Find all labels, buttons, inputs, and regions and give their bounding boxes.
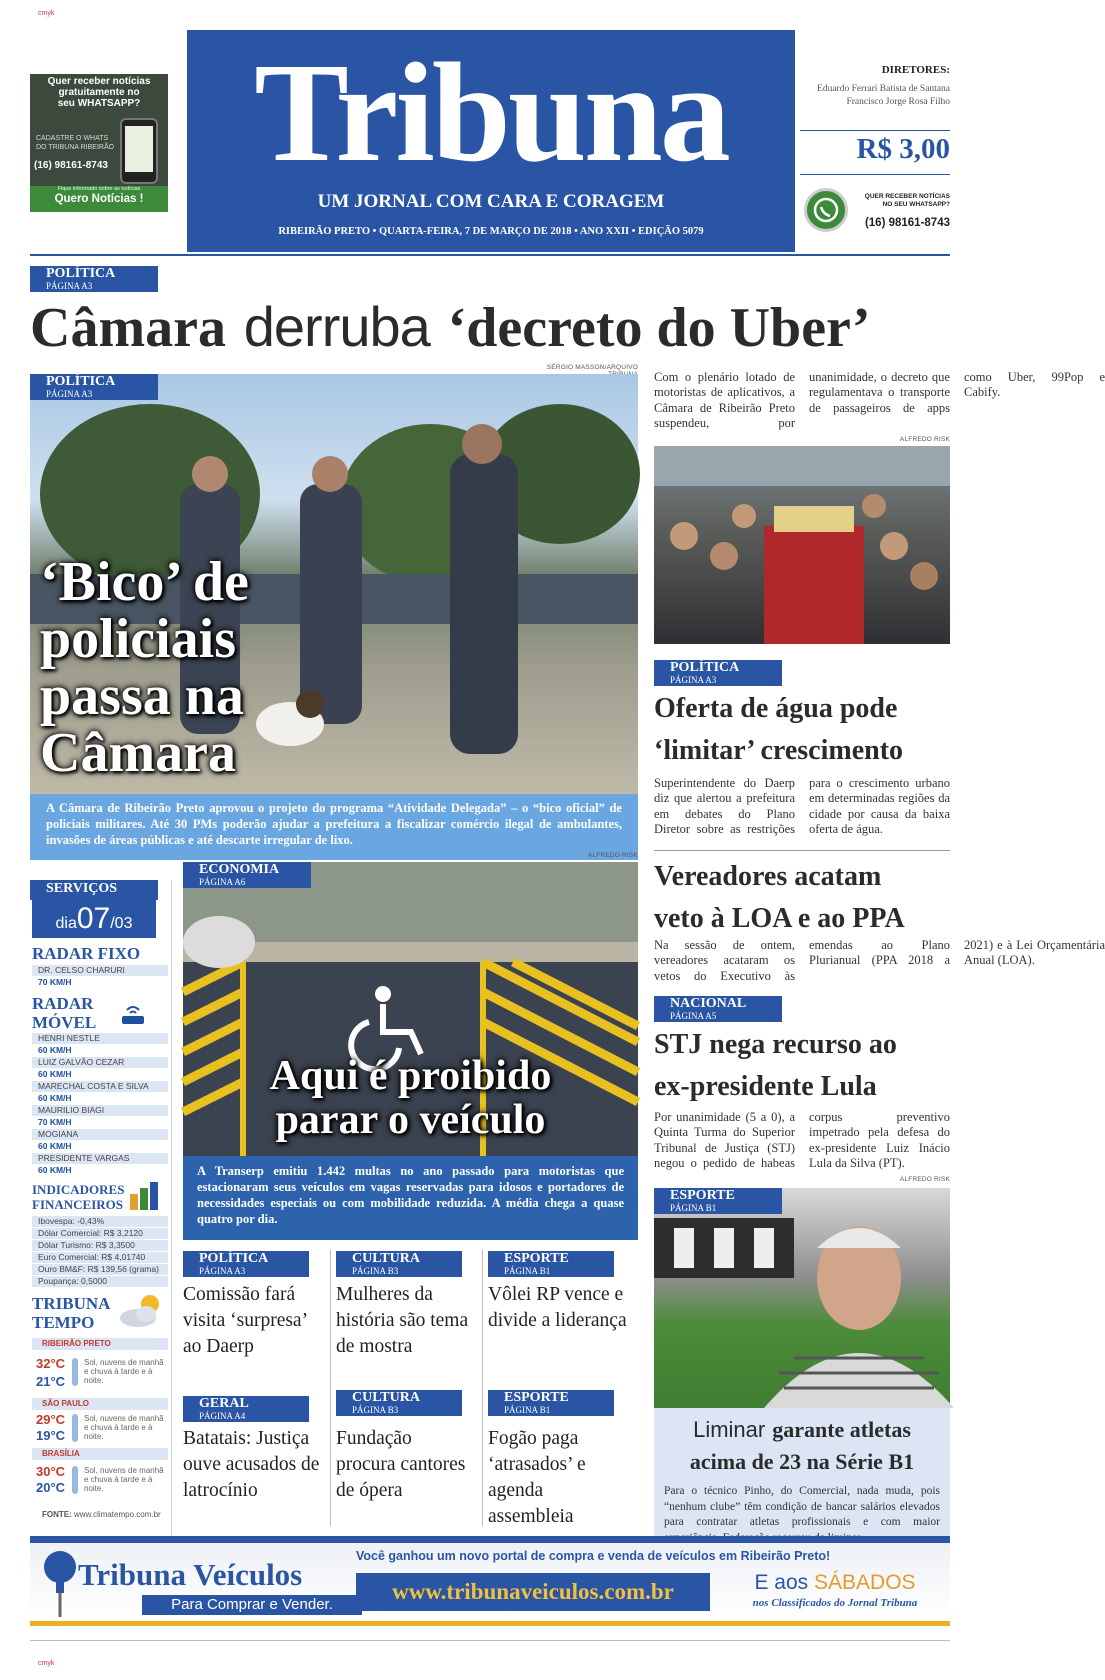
tempo-title: TRIBUNA TEMPO xyxy=(32,1294,111,1332)
chart-bars-icon xyxy=(128,1180,162,1212)
indicadores-list: Ibovespa: -0,43% Dólar Comercial: R$ 3,2120 Dólar Turismo: R$ 3,3500 Euro Comercial: R$ 4,01740 Ouro BM&F: R$ 139,56 (grama) Poupança: 0,5000 xyxy=(32,1216,168,1288)
coach-photo[interactable] xyxy=(654,1188,950,1408)
price: R$ 3,00 xyxy=(856,133,950,165)
agua-body: Superintendente do Daerp diz que alertou a prefeitura em debates do Plano Diretor sobre as restrições para o crescimento urbano em determinadas regiões da cidade por causa da baixa oferta de água. xyxy=(654,776,950,837)
story-2-headline[interactable]: Mulheres da história são tema de mostra xyxy=(336,1284,469,1357)
loa-headline[interactable]: Vereadores acatam veto à LOA e ao PPA xyxy=(654,861,905,934)
esporte-body: Para o técnico Pinho, do Comercial, nada muda, pois “nenhum clube” têm condição de bancar salários elevados para contratar atletas profissionais e com maior xyxy=(664,1485,940,1528)
city-brasilia: BRASÍLIA xyxy=(32,1448,168,1460)
radar-fixo-title: RADAR FIXO xyxy=(32,944,141,963)
section-tag-lula[interactable]: NACIONAL PÁGINA A5 xyxy=(654,996,782,1022)
veiculos-headline: Você ganhou um novo portal de compra e venda de veículos em Ribeirão Preto! xyxy=(356,1549,831,1563)
section-tag-economia[interactable]: ECONOMIA PÁGINA A6 xyxy=(183,862,311,888)
whats-phone: (16) 98161-8743 xyxy=(864,217,950,229)
ad-line1: Quer receber notícias xyxy=(47,76,151,87)
dateline: RIBEIRÃO PRETO • QUARTA-FEIRA, 7 DE MARÇO DE 2018 • ANO XXII • EDIÇÃO 5079 xyxy=(278,226,704,237)
camara-photo[interactable] xyxy=(654,446,950,644)
veiculos-classificados: nos Classificados do Jornal Tribuna xyxy=(752,1597,918,1609)
story-6-headline[interactable]: Fogão paga ‘atrasados’ e agenda assembleia xyxy=(488,1428,586,1527)
ad-phone: (16) 98161-8743 xyxy=(34,160,108,171)
weather-source: FONTE: www.climatempo.com.br xyxy=(42,1510,161,1519)
thermometer-icon xyxy=(72,1466,78,1494)
ad-text: CADASTRE O WHATS DO TRIBUNA RIBEIRÃO xyxy=(36,135,115,151)
whats-question-1: QUER RECEBER NOTÍCIAS xyxy=(864,193,950,200)
veiculos-ad[interactable] xyxy=(30,1536,950,1626)
ad-line2: gratuitamente no xyxy=(58,87,140,98)
city-ribeirao: RIBEIRÃO PRETO xyxy=(32,1338,168,1350)
masthead-title[interactable]: Tribuna xyxy=(254,33,728,191)
radar-movel-list: HENRI NESTLE 60 KM/H LUIZ GALVÃO CEZAR 60 KM/H MARECHAL COSTA E SILVA 60 KM/H MAURILIO BIAGI 70 KM/H MOGIANA 60 KM/H PRESIDENTE VARGAS 60 KM/H xyxy=(32,1033,168,1177)
uber-body: Com o plenário lotado de motoristas de aplicativos, a Câmara de Ribeirão Preto suspendeu, por unanimidade, o decreto que regulamentava o transporte de passageiros de apps como Uber, 99Pop e Cabify. xyxy=(654,370,1105,431)
bico-headline[interactable]: ‘Bico’ de policiais passa na Câmara xyxy=(40,551,249,784)
main-headline[interactable]: Câmara derruba ‘decreto do Uber’ xyxy=(30,295,871,359)
lula-headline[interactable]: STJ nega recurso ao ex-presidente Lula xyxy=(654,1029,897,1102)
photo-credit-uber: ALFREDO RISK xyxy=(899,436,950,443)
section-tag-story-3[interactable]: ESPORTE PÁGINA B1 xyxy=(488,1251,614,1277)
veiculos-url[interactable]: www.tribunaveiculos.com.br xyxy=(356,1573,710,1611)
veiculos-saturday: E aos SÁBADOS xyxy=(754,1571,916,1594)
directors-label: DIRETORES: xyxy=(881,64,950,76)
director-2: Francisco Jorge Rosa Filho xyxy=(846,97,950,107)
weather-sao-paulo: 29°C 19°C Sol, nuvens de manhã e chuva à tarde e à noite. xyxy=(36,1412,164,1443)
print-mark-top: cmyk xyxy=(38,10,55,17)
veiculos-brand: Tribuna Veículos xyxy=(78,1557,303,1592)
director-1: Eduardo Ferrari Batista de Santana xyxy=(817,84,950,94)
story-5-headline[interactable]: Fundação procura cantores de ópera xyxy=(336,1428,466,1501)
date-box: dia07/03 xyxy=(32,900,156,938)
city-sao-paulo: SÃO PAULO xyxy=(32,1398,168,1410)
bico-caption: A Câmara de Ribeirão Preto aprovou o projeto do programa “Atividade Delegada” – o “bico oficial” de policiais militares. Até 30 PMs poderão ajudar a prefeitura a fiscalizar comércio ilegal de ambulantes, invasões de áreas públicas e até descarte irregular de lixo. xyxy=(30,794,638,860)
section-tag-story-1[interactable]: POLÍTICA PÁGINA A3 xyxy=(183,1251,309,1277)
esporte-headline[interactable]: Liminar garante atletas acima de 23 na Série B1 xyxy=(689,1417,915,1474)
photo-credit-main: SÉRGIO MASSON/ARQUIVO xyxy=(546,364,638,371)
weather-cloud-icon xyxy=(116,1292,166,1330)
photo-credit-lula: ALFREDO RISK xyxy=(899,1176,950,1183)
loa-body: Na sessão de ontem, vereadores acataram os vetos do Executivo às emendas ao Plano Plurianual (PPA 2018 a 2021) e à Lei Orçamentária Anual (LOA). xyxy=(654,938,1105,983)
section-tag-agua[interactable]: POLÍTICA PÁGINA A3 xyxy=(654,660,782,686)
whatsapp-icon[interactable] xyxy=(804,188,848,232)
whatsapp-ad-left[interactable] xyxy=(30,74,168,212)
story-3-headline[interactable]: Vôlei RP vence e divide a liderança xyxy=(488,1284,627,1331)
print-mark-bottom: cmyk xyxy=(38,1660,55,1667)
radar-fixo-street: DR. CELSO CHARURI xyxy=(32,965,168,976)
section-tag-servicos[interactable]: SERVIÇOS xyxy=(30,880,158,900)
masthead-slogan: UM JORNAL COM CARA E CORAGEM xyxy=(317,191,665,212)
section-tag-bico[interactable]: POLÍTICA PÁGINA A3 xyxy=(30,374,158,400)
lula-body: Por unanimidade (5 a 0), a Quinta Turma do Superior Tribunal de Justiça (STJ) negou o pedido de habeas corpus preventivo impetrado pela defesa do ex-presidente Luiz Inácio Lula da Silva (PT). xyxy=(654,1110,950,1171)
pushpin-icon xyxy=(38,1549,82,1619)
story-4-headline[interactable]: Batatais: Justiça ouve acusados de latrocínio xyxy=(183,1428,320,1501)
economia-headline[interactable]: Aqui é proibido parar o veículo xyxy=(269,1053,552,1143)
section-tag-esporte-main[interactable]: ESPORTE PÁGINA B1 xyxy=(654,1188,782,1214)
ad-small: Fique informado sobre as notícias xyxy=(57,186,141,192)
agua-headline[interactable]: Oferta de água pode ‘limitar’ crescimento xyxy=(654,693,904,766)
indicadores-title: INDICADORES FINANCEIROS xyxy=(32,1182,125,1212)
ad-line3: seu WHATSAPP? xyxy=(57,98,141,109)
masthead xyxy=(187,30,795,252)
section-tag-story-5[interactable]: CULTURA PÁGINA B3 xyxy=(336,1390,462,1416)
story-1-headline[interactable]: Comissão fará visita ‘surpresa’ ao Daerp xyxy=(183,1284,307,1357)
section-tag-story-2[interactable]: CULTURA PÁGINA B3 xyxy=(336,1251,462,1277)
section-tag-story-4[interactable]: GERAL PÁGINA A4 xyxy=(183,1396,309,1422)
ad-cta: Quero Notícias ! xyxy=(54,193,144,205)
radar-movel-title: RADAR MÓVEL xyxy=(32,994,97,1032)
photo-credit-economia: ALFREDO RISK xyxy=(587,852,638,859)
economia-caption: A Transerp emitiu 1.442 multas no ano passado para motoristas que estacionaram seus veículos em vagas reservadas para idosos e portadores de necessidades especiais ou com mobilidade reduzida. A média chega a quase quatro por dia. xyxy=(183,1156,638,1240)
weather-ribeirao: 32°C 21°C Sol, nuvens de manhã e chuva à tarde e à noite. xyxy=(36,1356,164,1389)
whats-question-2: NO SEU WHATSAPP? xyxy=(882,201,950,208)
thermometer-icon xyxy=(72,1358,78,1386)
veiculos-tagline: Para Comprar e Vender. xyxy=(142,1595,362,1615)
weather-brasilia: 30°C 20°C Sol, nuvens de manhã e chuva à tarde e à noite. xyxy=(36,1464,164,1495)
section-tag-main[interactable]: POLÍTICA PÁGINA A3 xyxy=(30,266,158,292)
thermometer-icon xyxy=(72,1414,78,1442)
phone-icon xyxy=(120,118,158,184)
section-tag-story-6[interactable]: ESPORTE PÁGINA B1 xyxy=(488,1390,614,1416)
radar-fixo-speed: 70 KM/H xyxy=(38,977,72,987)
radar-icon xyxy=(118,998,148,1028)
